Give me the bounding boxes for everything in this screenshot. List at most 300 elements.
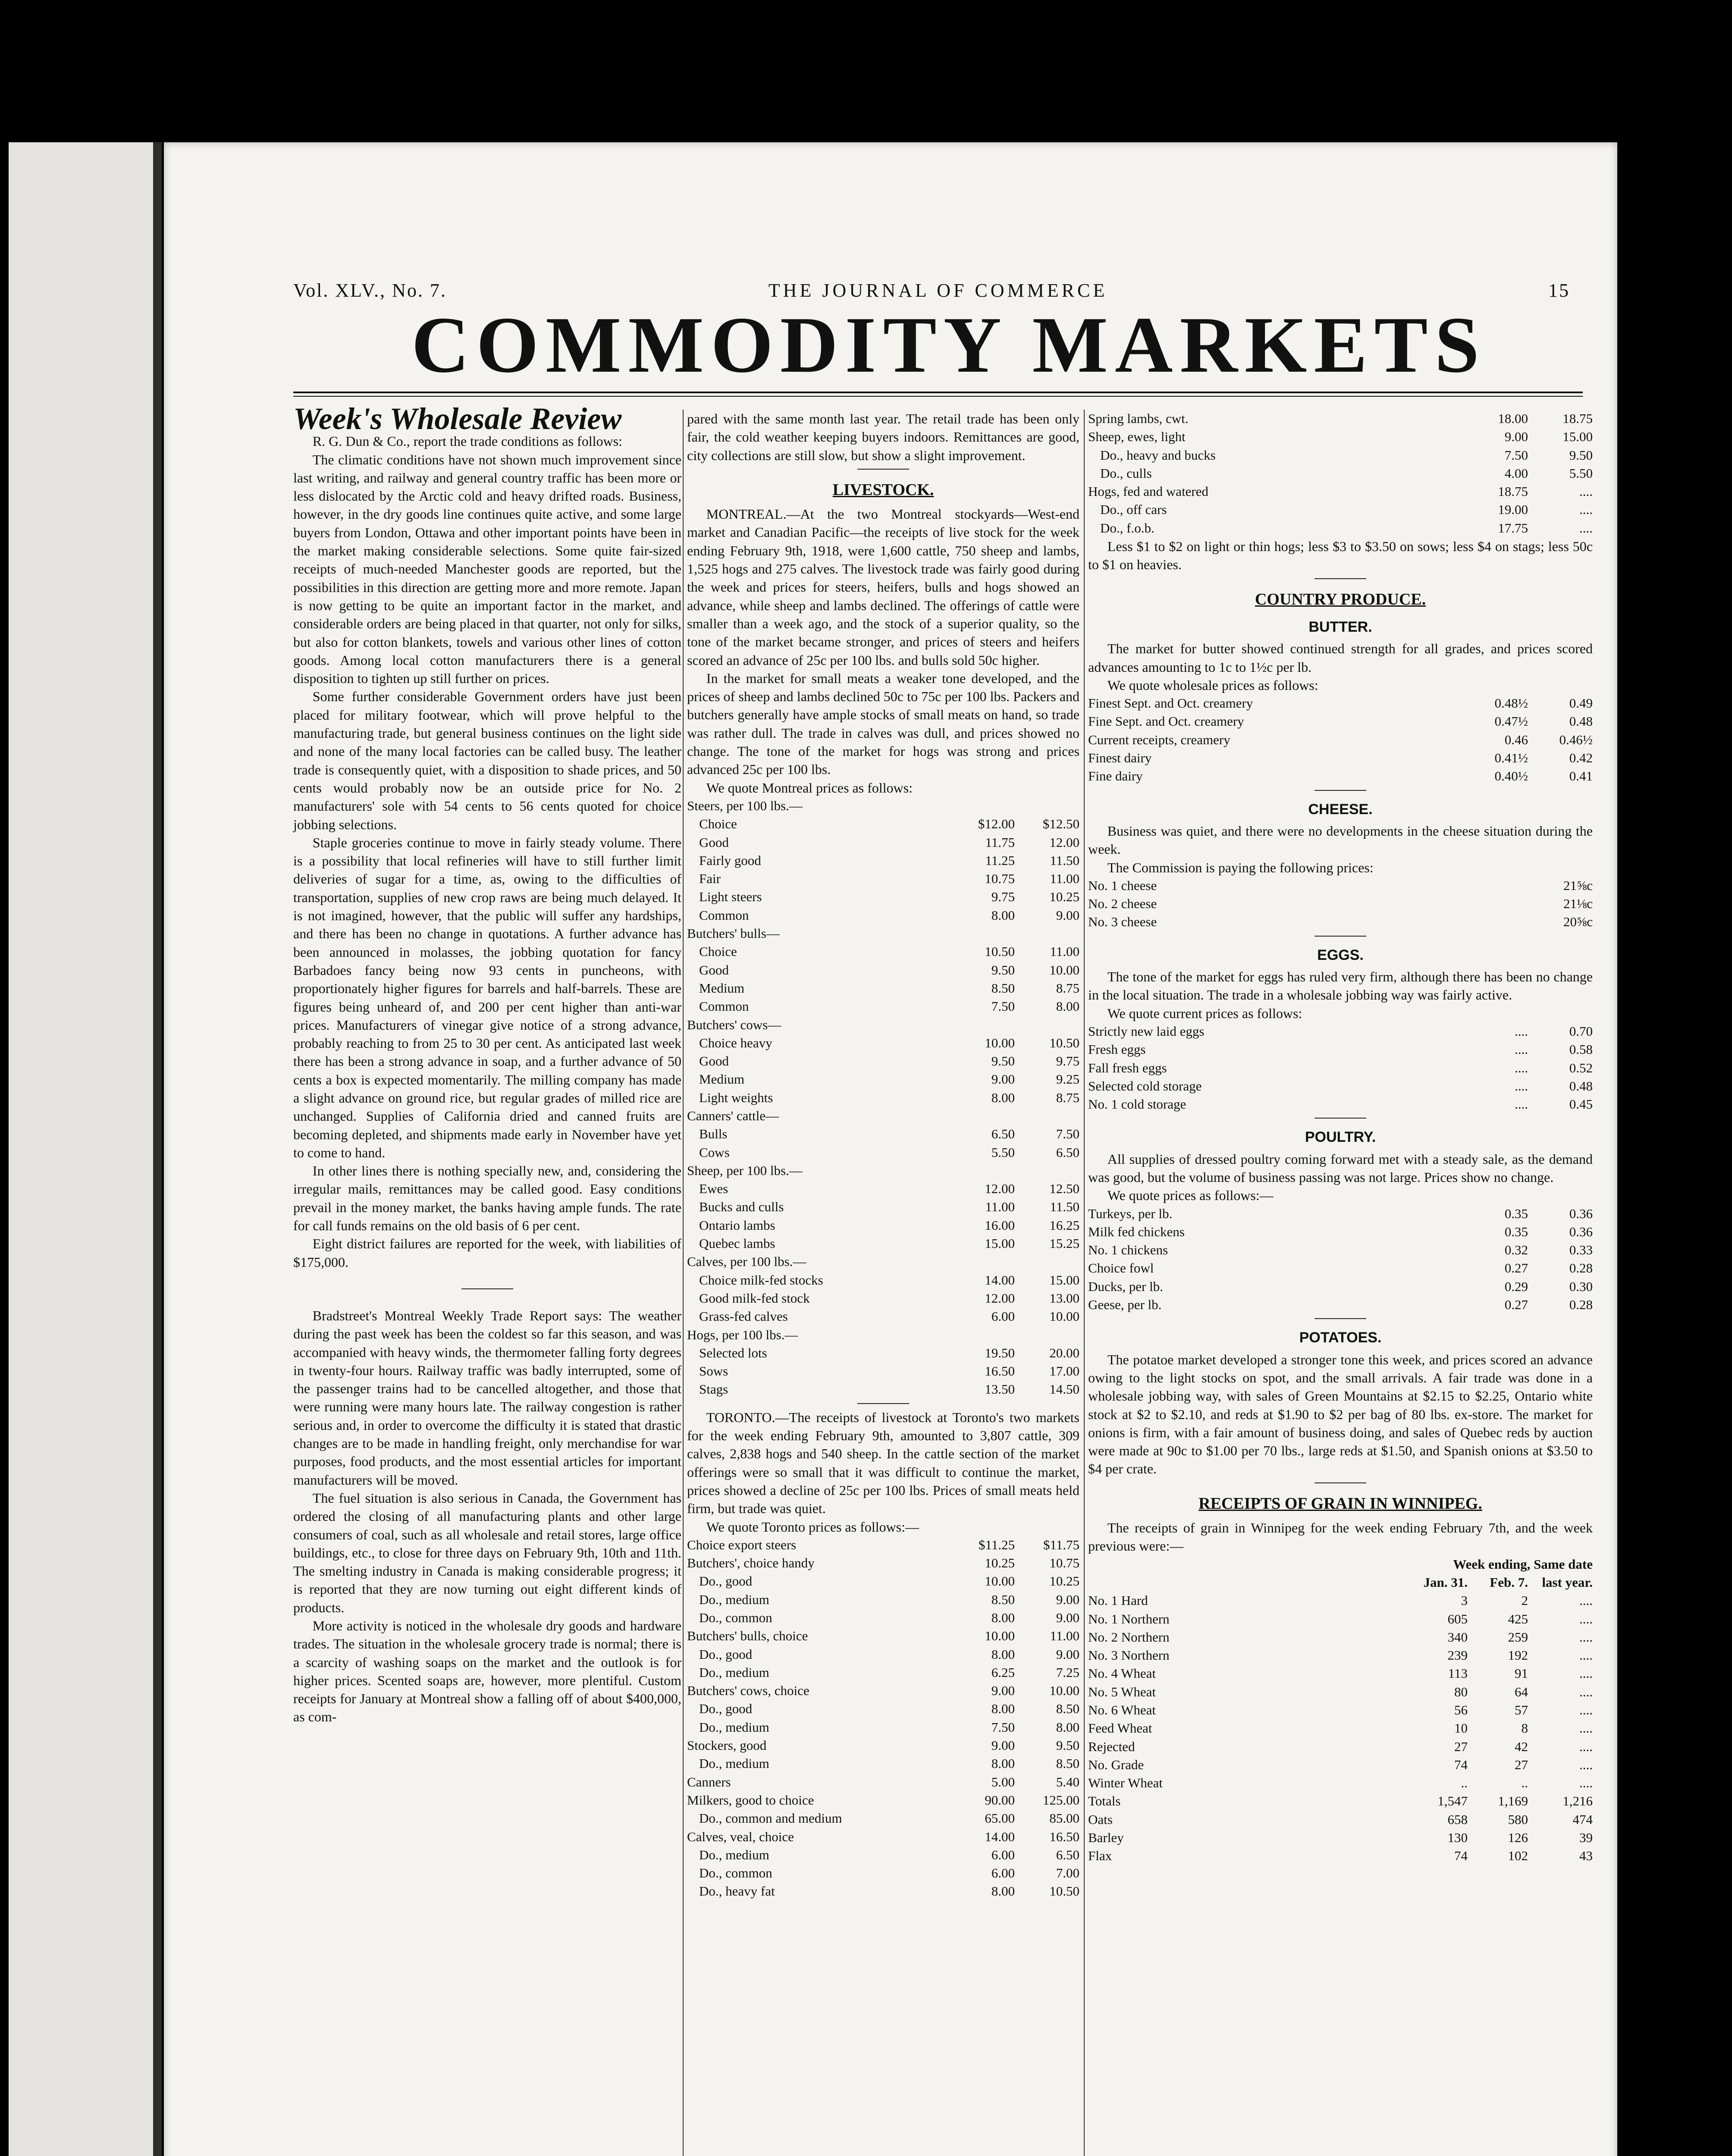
row-low-price: 7.50 (991, 1719, 1015, 1735)
table-row (687, 1828, 1079, 1846)
row-label: Ducks, per lb. (1088, 1279, 1163, 1294)
page-fold (153, 142, 162, 2156)
row-filler: .... (1515, 1060, 1528, 1075)
row-label: Finest dairy (1088, 750, 1152, 766)
row-value: 126 (1508, 1830, 1528, 1846)
row-label: Geese, per lb. (1088, 1297, 1162, 1313)
row-low-price: 9.00 (991, 1683, 1015, 1698)
row-label: Sheep, per 100 lbs.— (687, 1163, 803, 1178)
row-high-price: 9.50 (1056, 1738, 1079, 1753)
table-row (687, 815, 1079, 833)
table-row (1088, 1829, 1593, 1847)
row-low-price: 5.50 (991, 1144, 1015, 1160)
row-value: .... (1579, 1629, 1593, 1645)
row-value: 259 (1508, 1629, 1528, 1645)
row-low-price: 90.00 (985, 1792, 1015, 1808)
grain-header-row (1088, 1555, 1593, 1573)
row-high-price: $11.75 (1043, 1537, 1079, 1552)
row-value: 0.45 (1569, 1097, 1593, 1112)
review-paragraph: Eight district failures are reported for the week, with liabilities of $175,000. (293, 1236, 681, 1270)
row-low-price: 6.50 (991, 1126, 1015, 1142)
row-high-price: 85.00 (1049, 1811, 1079, 1826)
butter-heading: BUTTER. (1308, 618, 1372, 635)
row-label: Choice heavy (699, 1035, 772, 1050)
row-low-price: 10.00 (985, 1573, 1015, 1589)
row-label: Do., f.o.b. (1100, 520, 1155, 536)
grain-heading: RECEIPTS OF GRAIN IN WINNIPEG. (1199, 1494, 1482, 1513)
row-value: 1,216 (1563, 1793, 1593, 1809)
row-label: No. 5 Wheat (1088, 1684, 1156, 1699)
row-high-price: 10.00 (1049, 1309, 1079, 1324)
row-label: No. 3 Northern (1088, 1648, 1170, 1663)
table-row (687, 1235, 1079, 1253)
page-title: COMMODITY MARKETS (411, 301, 1486, 389)
row-high-price: 16.25 (1049, 1217, 1079, 1233)
row-value: .... (1579, 1593, 1593, 1608)
row-value: 340 (1447, 1629, 1468, 1645)
row-high-price: 16.50 (1049, 1829, 1079, 1844)
review-paragraph: Some further considerable Government orders have just been placed for military footwear, which will prove helpful to the manufacturing trade, but general business continues on the light side and none of the many local factories can be called busy. The leather trade is consequently quiet, with a disposition to shade prices, and 50 cents would probably now be an outside price for No. 2 manufacturers' sole with 54 cents to 56 cents quoted for choice jobbing selections. (293, 689, 681, 832)
row-value: 74 (1454, 1848, 1468, 1864)
table-row (1088, 1628, 1593, 1646)
table-row (687, 1326, 1079, 1344)
row-high-price: 9.25 (1056, 1072, 1079, 1087)
grain-report: The receipts of grain in Winnipeg for the week ending February 7th, and the week previous were:— (1088, 1520, 1593, 1554)
row-high-price: 0.49 (1569, 696, 1593, 711)
table-row (1088, 446, 1593, 464)
row-value: 130 (1447, 1830, 1468, 1846)
toronto-report: TORONTO.—The receipts of livestock at Toronto's two markets for the week ending February 9th, amounted to 3,807 cattle, 309 calves, 2,838 hogs and 540 sheep. In the cattle section of the market offerings were so small that it was difficult to continue the market, prices showed a decline of 25c per 100 lbs. Prices of small meats held firm, but trade was quiet. (687, 1409, 1079, 1517)
table-row (687, 1554, 1079, 1572)
review-paragraph: Bradstreet's Montreal Weekly Trade Report says: The weather during the past week has been the coldest so far this season, and was accompanied with heavy winds, the thermometer falling forty degrees in twenty-four hours. Railway traffic was badly interrupted, some of the passenger trains had to be cancelled altogether, and those that were running were many hours late. The railway congestion is rather serious and, in order to overcome the difficulty it is stated that drastic changes are to be made in handling freight, only merchandise for war purposes, food products, and the most essential articles for important manufacturers will be moved. (293, 1307, 681, 1488)
row-label: Choice export steers (687, 1537, 797, 1552)
row-high-price: 0.48 (1569, 714, 1593, 729)
row-label: Ewes (699, 1181, 728, 1197)
table-row (687, 1700, 1079, 1718)
row-label: Bulls (699, 1126, 728, 1142)
table-row (1088, 1683, 1593, 1701)
montreal-report: MONTREAL.—At the two Montreal stockyards—West-end market and Canadian Pacific—the receipts of live stock for the week ending February 9th, 1918, were 1,600 cattle, 750 sheep and lambs, 1,525 hogs and 275 calves. The livestock trade was fairly good during the week and prices for steers, heifers, bulls and hogs showed an advance, while sheep and lambs declined. The offerings of cattle were smaller than a week ago, and the stock of a superior quality, so the tone of the market became stronger, and prices of steers and heifers scored an advance of 25c per 100 lbs. and bulls sold 50c higher. (687, 506, 1079, 668)
section-divider (1315, 936, 1366, 937)
page-number: 15 (1548, 280, 1570, 301)
row-low-price: 0.29 (1504, 1279, 1528, 1294)
row-high-price: .... (1579, 502, 1593, 517)
row-low-price: 8.50 (991, 980, 1015, 996)
row-high-price: 10.50 (1049, 1883, 1079, 1899)
potatoes-heading: POTATOES. (1299, 1329, 1382, 1346)
row-value: 1,547 (1437, 1793, 1468, 1809)
row-high-price: 5.50 (1569, 465, 1593, 481)
previous-page-edge (9, 142, 162, 2156)
row-label: Do., off cars (1100, 502, 1167, 517)
table-row (687, 1864, 1079, 1882)
row-label: Finest Sept. and Oct. creamery (1088, 696, 1253, 711)
table-row (687, 1809, 1079, 1827)
row-value: 2 (1521, 1593, 1528, 1608)
row-low-price: 12.00 (985, 1290, 1015, 1306)
row-high-price: 17.00 (1049, 1363, 1079, 1379)
row-label: Do., good (699, 1573, 753, 1589)
potatoes-report: The potatoe market developed a stronger tone this week, and prices scored an advance owing to the light stocks on spot, and the small arrivals. A fair trade was done in a wholesale jobbing way, with sales of Green Mountains at $2.15 to $2.25, Ontario white stock at $2 to $2.10, and reds at $1.90 to $2 per bag of 80 lbs. ex-store. The market for onions is firm, with a fair amount of business doing, and sales of Quebec reds by auction were made at 90c to $1.00 per 70 lbs., large reds at $1.50, and Spanish onions at $3.50 to $4 per crate. (1088, 1351, 1593, 1477)
row-label: Do., good (699, 1701, 753, 1717)
row-low-price: 0.27 (1504, 1297, 1528, 1313)
row-label: Good (699, 834, 729, 850)
row-low-price: 65.00 (985, 1811, 1015, 1826)
row-value: 474 (1572, 1811, 1593, 1827)
row-label: Butchers' bulls, choice (687, 1628, 808, 1644)
row-low-price: 8.00 (991, 1883, 1015, 1899)
section-divider (857, 469, 909, 470)
row-value: 21⅝c (1563, 877, 1593, 893)
row-low-price: 8.00 (991, 1756, 1015, 1771)
table-row (1088, 1610, 1593, 1628)
row-low-price: 10.00 (985, 1035, 1015, 1050)
row-value: .... (1579, 1702, 1593, 1717)
table-row (1088, 1241, 1593, 1259)
row-high-price: 9.00 (1056, 907, 1079, 923)
table-row (1088, 1646, 1593, 1664)
row-high-price: 7.00 (1056, 1865, 1079, 1881)
row-high-price: 12.00 (1049, 834, 1079, 850)
row-label: Butchers' cows, choice (687, 1683, 810, 1698)
row-label: No. 4 Wheat (1088, 1666, 1156, 1681)
row-low-price: 19.50 (985, 1345, 1015, 1360)
table-row (687, 1271, 1079, 1289)
row-label: No. 3 cheese (1088, 914, 1157, 930)
row-label: Do., medium (699, 1756, 769, 1771)
row-low-price: 0.46 (1504, 732, 1528, 747)
row-low-price: 10.75 (985, 871, 1015, 887)
row-label: Totals (1088, 1793, 1121, 1809)
row-label: Choice fowl (1088, 1260, 1154, 1276)
table-row (687, 1627, 1079, 1645)
row-label: Choice (699, 944, 737, 959)
row-value: 425 (1508, 1611, 1528, 1626)
row-value: 605 (1447, 1611, 1468, 1626)
row-value: .. (1461, 1775, 1468, 1791)
table-row (687, 1016, 1079, 1034)
table-row (687, 906, 1079, 924)
row-high-price: 13.00 (1049, 1290, 1079, 1306)
row-high-price: 8.00 (1056, 999, 1079, 1014)
row-label: Choice milk-fed stocks (699, 1272, 823, 1288)
row-high-price: 9.00 (1056, 1610, 1079, 1625)
row-low-price: 19.00 (1498, 502, 1528, 517)
row-high-price: 10.25 (1049, 1573, 1079, 1589)
row-high-price: 0.36 (1569, 1224, 1593, 1239)
table-row (1088, 1738, 1593, 1756)
review-paragraph: The climatic conditions have not shown much improvement since last writing, and railway and general country traffic has been more or less dislocated by the Arctic cold and heavy drifted roads. Business, however, in the dry goods line continues quite active, and some large buyers from London, Ottawa and other important points have been in the market making considerable selections. Some quite fair-sized receipts of much-needed Manchester goods are reported, but the possibilities in this direction are getting more and more remote. Japan is now getting to be quite an important factor in the market, and considerable orders are being placed in that quarter, not only for silks, but also for cotton blankets, towels and various other lines of cotton goods. Among local cotton manufacturers there is a general disposition to tighten up still further on prices. (293, 451, 681, 686)
row-label: Butchers' bulls— (687, 926, 780, 941)
table-row (1088, 1077, 1593, 1095)
table-row (1088, 1592, 1593, 1610)
table-row (687, 1362, 1079, 1380)
grain-col-header: Jan. 31. (1423, 1574, 1468, 1590)
row-low-price: 7.50 (1504, 447, 1528, 463)
masthead (293, 279, 1583, 300)
row-high-price: 0.28 (1569, 1260, 1593, 1276)
eggs-price-table (1088, 1022, 1593, 1113)
table-row (687, 1070, 1079, 1088)
row-high-price: 9.00 (1056, 1646, 1079, 1662)
table-row (1088, 1095, 1593, 1113)
row-label: Current receipts, creamery (1088, 732, 1230, 747)
row-label: Canners' cattle— (687, 1108, 779, 1123)
row-high-price: 0.41 (1569, 768, 1593, 784)
row-low-price: 0.47½ (1494, 714, 1528, 729)
row-high-price: 9.50 (1569, 447, 1593, 463)
row-low-price: 11.00 (985, 1199, 1015, 1215)
row-label: Stockers, good (687, 1738, 767, 1753)
row-value: 91 (1515, 1666, 1528, 1681)
row-low-price: 10.25 (985, 1555, 1015, 1571)
review-paragraph: Staple groceries continue to move in fairly steady volume. There is a possibility that local refineries will have to still further limit deliveries of sugar for a time, as, owing to the difficulties of transportation, supplies of new crop raws are being much delayed. It is not imagined, however, that the public will suffer any hardships, and there has been no change in quotations. A further advance has been announced in molasses, the jobbing quotation for fancy Barbadoes fancy being now 93 cents in puncheons, with proportionately higher figures for barrels and half-barrels. These are figures being unheard of, and 200 per cent higher than anti-war prices. Manufacturers of vinegar give notice of a strong advance, probably reaching to from 25 to 30 per cent. As anticipated last week there has been a strong advance in soap, and a further advance of 50 cents a box is expected momentarily. The milling company has made a slight advance on ground rice, but regular grades of milled rice are unchanged. Supplies of California dried and canned fruits are becoming depleted, and shipments made early in November have yet to come to hand. (293, 834, 681, 1160)
row-label: Do., medium (699, 1719, 769, 1735)
row-value: .. (1521, 1775, 1528, 1791)
row-label: Steers, per 100 lbs.— (687, 798, 803, 813)
row-low-price: 9.00 (991, 1738, 1015, 1753)
row-high-price: 0.42 (1569, 750, 1593, 766)
row-label: Fine Sept. and Oct. creamery (1088, 714, 1244, 729)
row-low-price: 13.50 (985, 1382, 1015, 1397)
section-divider (1315, 1482, 1366, 1483)
row-high-price: 10.00 (1049, 1683, 1079, 1698)
row-low-price: 8.00 (991, 907, 1015, 923)
row-high-price: 7.50 (1056, 1126, 1079, 1142)
butter-quote-intro: We quote wholesale prices as follows: (1107, 677, 1318, 693)
row-value: 74 (1454, 1757, 1468, 1772)
row-label: Feed Wheat (1088, 1720, 1152, 1736)
row-label: Sows (699, 1363, 728, 1379)
row-value: .... (1579, 1684, 1593, 1699)
row-high-price: $12.50 (1042, 816, 1079, 832)
table-row (1088, 1756, 1593, 1774)
row-label: No. 2 cheese (1088, 896, 1157, 912)
row-value: 580 (1508, 1811, 1528, 1827)
livestock-heading: LIVESTOCK. (832, 480, 934, 499)
row-high-price: 11.00 (1050, 871, 1079, 887)
row-high-price: 8.75 (1056, 980, 1079, 996)
row-filler: .... (1515, 1078, 1528, 1094)
row-value: 192 (1508, 1648, 1528, 1663)
table-row (687, 834, 1079, 852)
row-value: 80 (1454, 1684, 1468, 1699)
row-low-price: 4.00 (1504, 465, 1528, 481)
grain-col-header: last year. (1542, 1574, 1593, 1590)
column-rule (1084, 410, 1085, 2156)
row-label: Good (699, 1053, 729, 1069)
row-label: Selected lots (699, 1345, 767, 1360)
grain-header-row (1088, 1573, 1593, 1592)
row-label: No. 1 chickens (1088, 1242, 1168, 1258)
row-label: Barley (1088, 1830, 1124, 1846)
row-low-price: 10.50 (985, 944, 1015, 959)
row-high-price: 8.50 (1056, 1756, 1079, 1771)
row-low-price: 0.48½ (1494, 696, 1528, 711)
row-low-price: 10.00 (985, 1628, 1015, 1644)
row-value: .... (1579, 1775, 1593, 1791)
row-label: Quebec lambs (699, 1236, 775, 1251)
table-row (687, 1034, 1079, 1052)
row-low-price: 11.75 (985, 834, 1015, 850)
table-row (1088, 731, 1593, 749)
table-row (1088, 464, 1593, 483)
table-row (1088, 895, 1593, 913)
row-low-price: 9.00 (991, 1072, 1015, 1087)
row-high-price: 0.30 (1569, 1279, 1593, 1294)
row-high-price: 10.50 (1049, 1035, 1079, 1050)
row-label: Common (699, 999, 749, 1014)
column-2 (687, 410, 1079, 1901)
table-row (1088, 1259, 1593, 1277)
section-divider (1315, 1318, 1366, 1319)
row-high-price: 11.50 (1050, 852, 1079, 868)
row-low-price: 17.75 (1498, 520, 1528, 536)
table-row (1088, 712, 1593, 730)
row-label: Cows (699, 1144, 730, 1160)
row-value: 43 (1579, 1848, 1593, 1864)
table-row (687, 1755, 1079, 1773)
title-rule (293, 392, 1583, 397)
column-1 (293, 401, 681, 1726)
row-label: Flax (1088, 1848, 1112, 1864)
table-row (687, 797, 1079, 815)
row-label: Strictly new laid eggs (1088, 1023, 1205, 1039)
row-low-price: 14.00 (985, 1272, 1015, 1288)
row-label: Calves, veal, choice (687, 1829, 794, 1844)
table-row (687, 1380, 1079, 1398)
row-high-price: 15.00 (1563, 429, 1593, 445)
section-divider (857, 1403, 909, 1404)
table-row (1088, 1059, 1593, 1077)
row-label: Fair (699, 871, 721, 887)
row-value: .... (1579, 1648, 1593, 1663)
row-high-price: 11.50 (1050, 1199, 1079, 1215)
table-row (1088, 1701, 1593, 1719)
butter-report: The market for butter showed continued strength for all grades, and prices scored advances amounting to 1c to 1½c per lb. (1088, 641, 1593, 675)
row-low-price: 18.75 (1498, 484, 1528, 499)
row-label: Light steers (699, 889, 762, 905)
row-low-price: 9.50 (991, 1053, 1015, 1069)
row-high-price: 0.36 (1569, 1206, 1593, 1221)
row-low-price: $12.00 (978, 816, 1015, 832)
row-label: Do., medium (699, 1592, 769, 1607)
row-label: Common (699, 907, 749, 923)
table-row (687, 1718, 1079, 1736)
row-label: Ontario lambs (699, 1217, 775, 1233)
row-high-price: 8.50 (1056, 1701, 1079, 1717)
row-label: Hogs, per 100 lbs.— (687, 1327, 798, 1342)
grain-header-line: Week ending, Same date (1453, 1556, 1593, 1572)
row-label: Do., culls (1100, 465, 1152, 481)
table-row (1088, 694, 1593, 712)
row-high-price: 6.50 (1056, 1144, 1079, 1160)
row-label: Good (699, 962, 729, 978)
table-row (687, 1089, 1079, 1107)
row-high-price: 6.50 (1056, 1847, 1079, 1862)
row-label: Stags (699, 1382, 728, 1397)
hogs-note: Less $1 to $2 on light or thin hogs; less $3 to $3.50 on sows; less $4 on stags; less 50c to $1 on heavies. (1088, 539, 1593, 573)
row-value: 3 (1461, 1593, 1468, 1608)
row-high-price: 7.25 (1056, 1664, 1079, 1680)
row-low-price: 9.00 (1504, 429, 1528, 445)
eggs-quote-intro: We quote current prices as follows: (1107, 1005, 1302, 1021)
row-value: 39 (1579, 1830, 1593, 1846)
table-row (1088, 1792, 1593, 1810)
row-high-price: 18.75 (1563, 411, 1593, 426)
row-label: Bucks and culls (699, 1199, 784, 1215)
volume-number: Vol. XLV., No. 7. (293, 280, 447, 301)
toronto-quote-intro: We quote Toronto prices as follows:— (706, 1519, 919, 1535)
row-label: Do., medium (699, 1847, 769, 1862)
row-label: No. 1 Northern (1088, 1611, 1170, 1626)
row-low-price: $11.25 (978, 1537, 1015, 1552)
row-label: Medium (699, 1072, 745, 1087)
table-row (687, 1572, 1079, 1590)
table-row (687, 1162, 1079, 1180)
table-row (687, 1846, 1079, 1864)
row-high-price: 15.25 (1049, 1236, 1079, 1251)
review-paragraph: The fuel situation is also serious in Canada, the Government has ordered the closing of all manufacturing plants and other large consumers of coal, such as all wholesale and retail stores, large office buildings, etc., to close for three days on February 9th, 10th and 11th. The smelting industry in Canada is making considerable progress; it is reported that they are now turning out eight different kinds of products. (293, 1490, 681, 1615)
row-value: 0.70 (1569, 1023, 1593, 1039)
sheep-hogs-price-table (1088, 410, 1593, 537)
row-low-price: 8.50 (991, 1592, 1015, 1607)
row-label: No. 1 cold storage (1088, 1097, 1186, 1112)
table-row (687, 870, 1079, 888)
table-row (687, 1289, 1079, 1307)
cheese-quote-intro: The Commission is paying the following prices: (1107, 859, 1374, 875)
row-high-price: .... (1579, 484, 1593, 499)
row-label: No. 6 Wheat (1088, 1702, 1156, 1717)
table-row (1088, 501, 1593, 519)
row-label: Medium (699, 980, 745, 996)
review-continuation: pared with the same month last year. The retail trade has been only fair, the cold weather keeping buyers indoors. Remittances are good, city collections are still slow, but show a slight improvement. (687, 411, 1079, 463)
row-label: Canners (687, 1774, 731, 1789)
table-row (687, 1307, 1079, 1326)
table-row (1088, 519, 1593, 537)
poultry-heading: POULTRY. (1305, 1129, 1376, 1146)
row-high-price: 15.00 (1049, 1272, 1079, 1288)
row-filler: .... (1515, 1097, 1528, 1112)
table-row (1088, 1022, 1593, 1040)
toronto-price-table (687, 1536, 1079, 1901)
table-row (1088, 1774, 1593, 1792)
table-row (1088, 767, 1593, 785)
table-row (687, 1052, 1079, 1070)
row-value: 10 (1454, 1720, 1468, 1736)
table-row (687, 1253, 1079, 1271)
row-label: Do., common and medium (699, 1811, 842, 1826)
row-value: 0.52 (1569, 1060, 1593, 1075)
table-row (1088, 1847, 1593, 1865)
row-high-price: 14.50 (1049, 1382, 1079, 1397)
row-value: 20⅝c (1563, 914, 1593, 930)
row-value: .... (1579, 1720, 1593, 1736)
journal-name: THE JOURNAL OF COMMERCE (768, 280, 1108, 301)
row-low-price: 7.50 (991, 999, 1015, 1014)
row-label: Do., good (699, 1646, 753, 1662)
table-row (1088, 1664, 1593, 1683)
poultry-report: All supplies of dressed poultry coming forward met with a steady sale, as the demand was good, but the volume of business passing was not large. Prices show no change. (1088, 1151, 1593, 1185)
review-title: Week's Wholesale Review (293, 401, 622, 436)
row-low-price: 12.00 (985, 1181, 1015, 1197)
section-divider (1315, 578, 1366, 579)
row-low-price: 0.35 (1504, 1224, 1528, 1239)
cheese-price-table (1088, 877, 1593, 931)
row-value: 27 (1515, 1757, 1528, 1772)
table-row (687, 1536, 1079, 1554)
butter-price-table (1088, 694, 1593, 785)
